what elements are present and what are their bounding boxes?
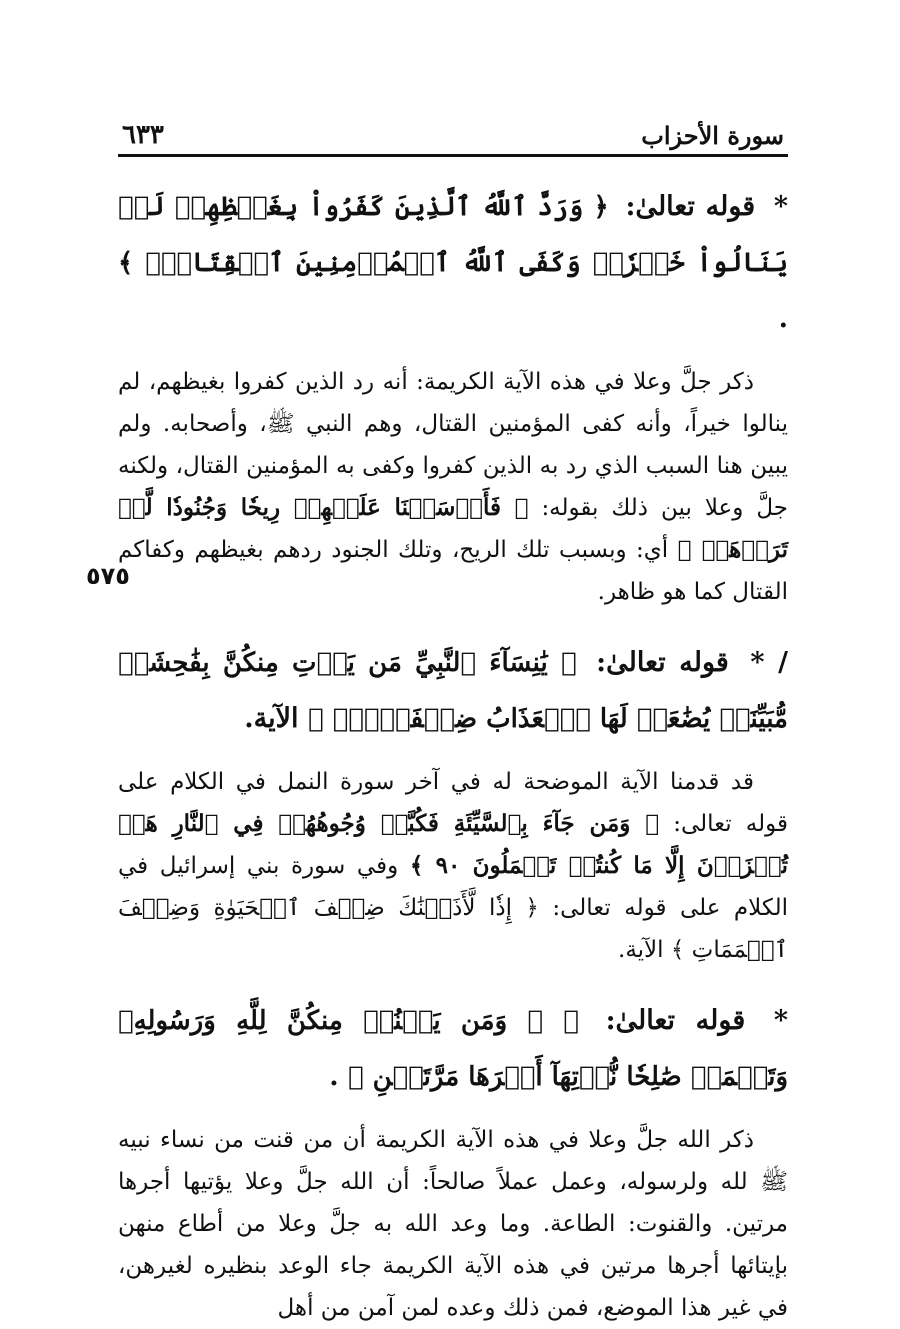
commentary-paragraph	[118, 1119, 788, 1329]
paragraph-tail: وفي سورة بني إسرائيل في الكلام على قوله تعالى: ﴿ إِذٗا لَّأَذَقۡنَٰكَ ضِعۡفَ ٱلۡحَيَوٰةِ وَضِعۡفَ ٱلۡمَمَاتِ ﴾ الآية.	[118, 853, 788, 963]
verse-tail: .	[329, 1061, 339, 1092]
commentary-paragraph	[118, 761, 788, 971]
inline-quran-verse: ﴿ وَمَن جَآءَ بِٱلسَّيِّئَةِ فَكُبَّتۡ وُجُوهُهُمۡ فِي ٱلنَّارِ هَلۡ تُجۡزَوۡنَ إِلَّا مَا كُنتُمۡ تَعۡمَلُونَ ٩٠ ﴾	[118, 810, 789, 879]
commentary-section	[118, 635, 788, 971]
verse-heading	[118, 993, 788, 1105]
verse-tail: الآية.	[244, 703, 299, 734]
verse-heading	[118, 635, 788, 747]
paragraph-text: قد قدمنا الآية الموضحة له في آخر سورة النمل في الكلام على قوله تعالى:	[118, 769, 789, 837]
quran-verse: ﴿ ۞ وَمَن يَقۡنُتۡ مِنكُنَّ لِلَّهِ وَرَسُولِهِۦ وَتَعۡمَلۡ صَٰلِحٗا نُّؤۡتِهَآ أَجۡرَهَا مَرَّتَيۡنِ ﴾	[118, 1006, 788, 1092]
book-page	[118, 112, 788, 1329]
slash-marker: /	[778, 647, 789, 678]
commentary-paragraph	[118, 361, 788, 613]
verse-heading	[118, 179, 788, 347]
running-header	[118, 112, 788, 157]
paragraph-tail: أي: وبسبب تلك الريح، وتلك الجنود ردهم بغيظهم وكفاكم القتال كما هو ظاهر.	[118, 537, 788, 605]
surah-name: سورة الأحزاب	[641, 121, 784, 150]
verse-intro-label: قوله تعالىٰ:	[625, 191, 756, 222]
star-marker: *	[773, 1005, 789, 1036]
star-marker: *	[750, 647, 765, 678]
verse-tail: .	[778, 303, 788, 334]
verse-intro-label: قوله تعالىٰ:	[596, 647, 729, 678]
commentary-section	[118, 179, 788, 613]
page-margin-marker: ٥٧٥	[86, 562, 130, 590]
inline-quran-verse: ﴿ فَأَرۡسَلۡنَا عَلَيۡهِمۡ رِيحٗا وَجُنُودٗا لَّمۡ تَرَوۡهَاۚ ﴾	[118, 494, 788, 563]
star-marker: *	[773, 191, 788, 222]
verse-intro-label: قوله تعالىٰ:	[605, 1005, 746, 1036]
quran-verse: ﴿ يَٰنِسَآءَ ٱلنَّبِيِّ مَن يَأۡتِ مِنكُنَّ بِفَٰحِشَةٖ مُّبَيِّنَةٖ يُضَٰعَفۡ لَهَا ٱلۡعَذَابُ ضِعۡفَيۡنِۚ ﴾	[118, 648, 788, 734]
paragraph-text: ذكر جلَّ وعلا في هذه الآية الكريمة: أنه رد الذين كفروا بغيظهم، لم ينالوا خيراً، وأنه كفى المؤمنين القتال، وهم النبي ﷺ، وأصحابه. ولم يبين هنا السبب الذي رد به الذين كفروا وكفى به المؤمنين القتال، ولكنه جلَّ وعلا بين ذلك بقوله:	[118, 369, 788, 521]
quran-verse: ﴿ وَرَدَّ ٱللَّهُ ٱلَّذِينَ كَفَرُواْ بِغَيۡظِهِمۡ لَمۡ يَنَالُواْ خَيۡرٗاۚ وَكَفَى ٱللَّهُ ٱلۡمُؤۡمِنِينَ ٱلۡقِتَالَۚ ﴾	[118, 192, 788, 278]
paragraph-text: ذكر الله جلَّ وعلا في هذه الآية الكريمة أن من قنت من نساء نبيه ﷺ لله ولرسوله، وعمل عملاً صالحاً: أن الله جلَّ وعلا يؤتيها أجرها مرتين. والقنوت: الطاعة. وما وعد الله به جلَّ وعلا من أطاع منهن بإيتائها أجرها مرتين في هذه الآية الكريمة جاء الوعد بنظيره لغيرهن، في غير هذا الموضع، فمن ذلك وعده لمن آمن من أهل	[118, 1127, 788, 1321]
page-number: ٦٣٣	[122, 120, 164, 150]
commentary-section	[118, 993, 788, 1329]
